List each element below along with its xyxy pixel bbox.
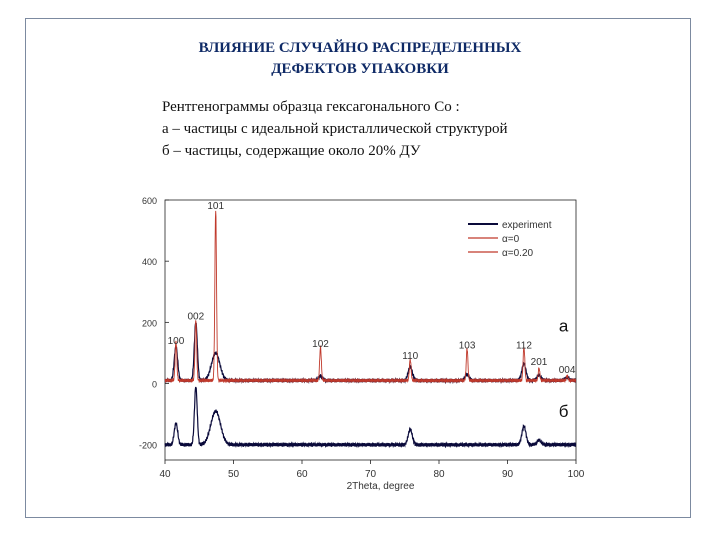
- title-line-2: ДЕФЕКТОВ УПАКОВКИ: [271, 61, 449, 77]
- x-tick-label-80: 80: [433, 469, 445, 480]
- y-tick-label-1: 400: [141, 257, 157, 268]
- peak-label-102: 102: [312, 338, 329, 350]
- x-tick-label-70: 70: [364, 469, 377, 480]
- caption-line-2: а – частицы с идеальной кристаллической структурой: [162, 121, 508, 137]
- y-tick-label-3: 0: [151, 379, 157, 390]
- x-tick-label-40: 40: [159, 469, 171, 480]
- y-tick-label-2: 200: [141, 318, 157, 329]
- peak-label-101: 101: [207, 201, 225, 213]
- chart-legend: [468, 220, 552, 259]
- series-line-0: [165, 323, 576, 383]
- legend-label-0: experiment: [502, 220, 552, 231]
- peak-label-103: 103: [458, 340, 476, 352]
- caption-line-1: Рентгенограммы образца гексагонального Co :: [162, 99, 460, 115]
- x-tick-label-100: 100: [567, 469, 585, 480]
- y-tick-label-4: -200: [138, 440, 157, 451]
- peak-label-002: 002: [187, 311, 205, 323]
- peak-label-004: 004: [558, 364, 576, 376]
- x-axis-label: 2Theta, degree: [346, 481, 415, 492]
- x-tick-label-60: 60: [296, 469, 308, 480]
- y-tick-label-0: 600: [141, 196, 157, 206]
- panel-label-0: а: [558, 316, 569, 336]
- legend-label-2: α=0.20: [502, 248, 534, 259]
- x-tick-label-50: 50: [227, 469, 240, 480]
- peak-label-112: 112: [515, 340, 532, 352]
- peak-label-201: 201: [530, 357, 548, 369]
- legend-label-1: α=0: [502, 234, 520, 245]
- panel-label-1: б: [558, 402, 569, 422]
- caption-line-3: б – частицы, содержащие около 20% ДУ: [162, 143, 421, 159]
- x-tick-label-90: 90: [501, 469, 514, 480]
- title-line-1: ВЛИЯНИЕ СЛУЧАЙНО РАСПРЕДЕЛЕННЫХ: [198, 40, 522, 56]
- peak-label-110: 110: [402, 351, 419, 363]
- peak-label-100: 100: [167, 335, 185, 347]
- series-line-2: [165, 387, 576, 447]
